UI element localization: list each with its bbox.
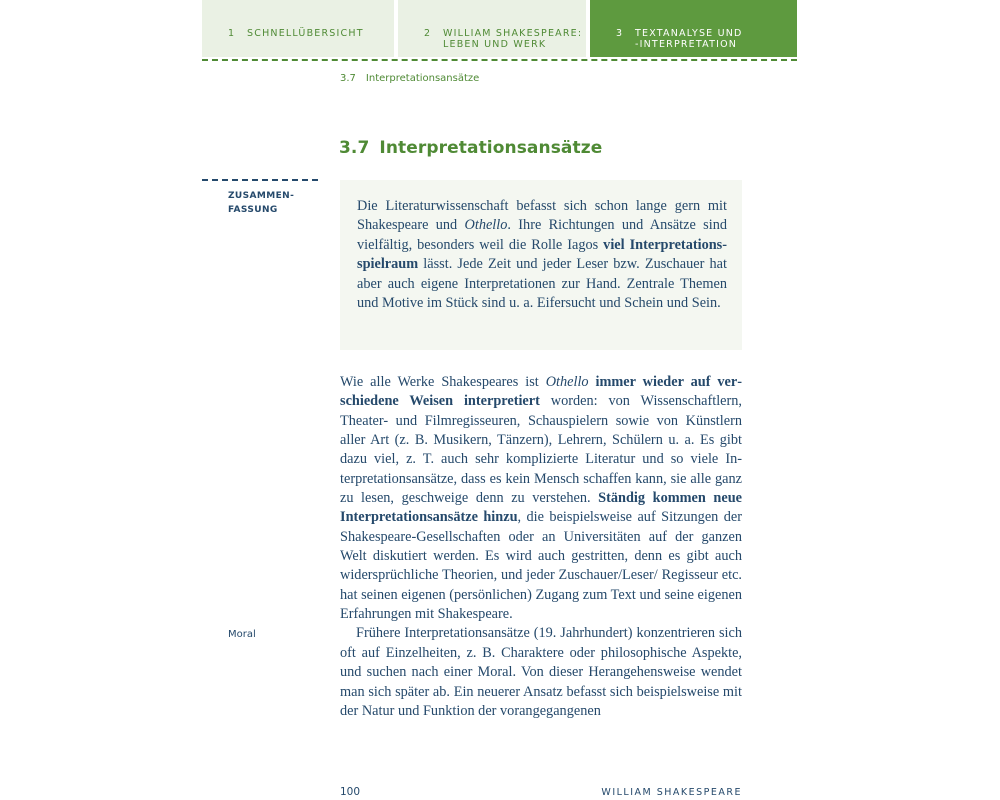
summary-text: . Ihre Richtungen und Ansätze sind vielfältig, besonders weil die Rolle Iagos (357, 217, 727, 253)
page-number: 100 (340, 786, 361, 798)
body-paragraph: Frühere Interpretationsansätze (19. Jahrhundert) konzentrieren sich oft auf Einzelheiten, z. B. Charaktere oder philosophische Aspekte, und suchen nach einer Moral. Von dieser Herangehensweise wendet man sich später ab. Ein neuerer Ansatz befasst sich beispielsweise mit der Natur und Funktion der vorangegangenen (340, 625, 742, 719)
summary-text: Die Literaturwissenschaft befasst sich schon lange gern mit Shakespeare und (357, 198, 727, 234)
body-text-run: worden: von Wissenschaftlern, Theater- und Filmregisseuren, Schauspielern sowie von Künstlern aller Art (z. B. Musikern, Tänzern), Lehrern, Schülern u. a. Es gibt dazu viel, z. T. auch sehr komplizierte Literatur und so viele Interpretationsansätze, dass es kein Mensch schaffen kann, sie alle ganz zu lesen, geschweige denn zu verstehen. (340, 393, 742, 507)
running-header-title: Interpretationsansätze (365, 73, 480, 84)
moral-margin-label: Moral (228, 629, 256, 640)
nav-tab-leben-und-werk[interactable] (398, 0, 586, 57)
body-highlight: immer wieder auf verschiedene Weisen interpretiert (340, 374, 742, 410)
summary-margin-label: ZUSAMMEN- FASSUNG (228, 191, 295, 215)
body-text (340, 373, 742, 721)
summary-highlight: viel Interpretationsspielraum (357, 236, 727, 273)
summary-text: lässt. Jede Zeit und jeder Leser bzw. Zuschauer hat aber auch eigene Interpretationen zur Hand. Zentrale Themen und Motive im Stück sind u. a. Eifersucht und Schein und Sein. (357, 256, 727, 312)
section-heading-title: Interpretationsansätze (379, 138, 603, 158)
nav-tab-label: SCHNELLÜBERSICHT (247, 28, 364, 39)
body-text-run (589, 374, 596, 390)
nav-tab-number: 1 (228, 28, 236, 39)
nav-tab-number: 3 (616, 28, 624, 39)
running-header (340, 73, 479, 84)
summary-italic-title: Othello (464, 217, 508, 234)
nav-tab-schnelluebersicht[interactable] (202, 0, 394, 57)
body-highlight: Ständig kommen neue Interpretationsansätze hinzu (340, 490, 742, 526)
footer-book-title: WILLIAM SHAKESPEARE (601, 787, 742, 798)
summary-paragraph (357, 197, 727, 313)
body-text-run: , die beispielsweise auf Sitzungen der Shakespeare-Gesellschaften oder an Universitäten auf der ganzen Welt diskutiert werden. Es wird auch gestritten, denn es gibt auch widersprüchliche Theorien, und jeder Zuschauer/Leser/ Regisseur etc. hat seinen eigenen (persönlichen) Zugang zum Text und seine eigenen Erfahrungen mit Shakespeare. (340, 509, 743, 623)
summary-divider (202, 179, 318, 181)
nav-tab-textanalyse[interactable] (590, 0, 797, 57)
section-heading (339, 138, 602, 158)
nav-tab-number: 2 (424, 28, 432, 39)
header-divider (202, 59, 797, 61)
body-paragraph (340, 373, 742, 624)
nav-tab-label: TEXTANALYSE UND -INTERPRETATION (635, 28, 743, 50)
body-text-run: Wie alle Werke Shakespeares ist (340, 374, 546, 390)
running-header-number: 3.7 (340, 73, 356, 84)
nav-tab-label: WILLIAM SHAKESPEARE: LEBEN UND WERK (443, 28, 583, 50)
section-heading-number: 3.7 (339, 138, 370, 158)
body-italic-title: Othello (545, 374, 589, 390)
summary-box (340, 180, 742, 350)
